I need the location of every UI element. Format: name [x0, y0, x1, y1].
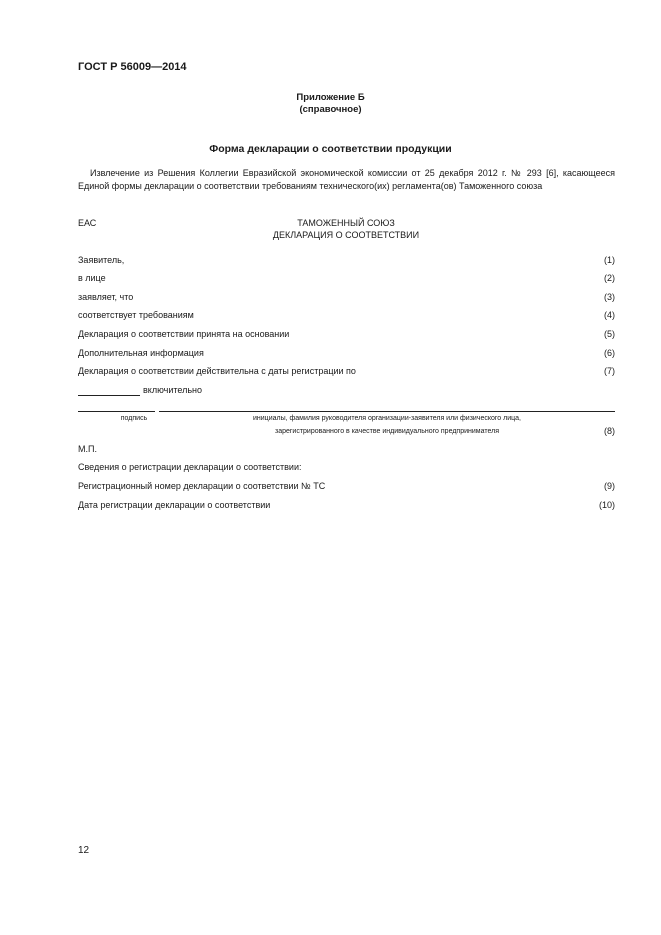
- declaration-heading: ДЕКЛАРАЦИЯ О СООТВЕТСТВИИ: [272, 230, 420, 240]
- form-row-7: [78, 366, 615, 376]
- stamp-place: М.П.: [78, 444, 97, 454]
- row-label: соответствует требованиям: [78, 310, 194, 320]
- form-row-5: [78, 329, 615, 339]
- form-row-6: [78, 348, 615, 358]
- row-number: (4): [604, 310, 615, 320]
- row-number: (9): [604, 481, 615, 491]
- form-title: Форма декларации о соответствии продукции: [209, 143, 452, 155]
- appendix-title: Приложение Б: [296, 92, 365, 103]
- customs-union-heading: ТАМОЖЕННЫЙ СОЮЗ: [297, 218, 395, 228]
- registration-row-1: [78, 481, 615, 491]
- row-label: Заявитель,: [78, 255, 125, 265]
- document-header: ГОСТ Р 56009—2014: [78, 61, 187, 73]
- row-number: (5): [604, 329, 615, 339]
- appendix-subtitle: (справочное): [299, 104, 362, 115]
- form-row-1: [78, 255, 615, 265]
- row-label: Дополнительная информация: [78, 348, 204, 358]
- inclusive-label: включительно: [143, 385, 202, 395]
- row-number: (1): [604, 255, 615, 265]
- row-label: Декларация о соответствии действительна с даты регистрации по: [78, 366, 356, 376]
- row-label: заявляет, что: [78, 292, 134, 302]
- signature-caption: подпись: [120, 415, 148, 422]
- initials-caption-line2: зарегистрированного в качестве индивидуального предпринимателя: [274, 428, 499, 435]
- eac-mark: ЕАС: [78, 218, 97, 228]
- name-line: [159, 411, 615, 412]
- form-row-3: [78, 292, 615, 302]
- row-number: (2): [604, 273, 615, 283]
- form-row-4: [78, 310, 615, 320]
- row-label: Дата регистрации декларации о соответствии: [78, 500, 271, 510]
- validity-date-line: [78, 395, 140, 396]
- registration-info-heading: Сведения о регистрации декларации о соответствии:: [78, 462, 302, 472]
- signature-line: [78, 411, 155, 412]
- row-label: Регистрационный номер декларации о соответствии № ТС: [78, 481, 326, 491]
- row-number: (6): [604, 348, 615, 358]
- row-number: (10): [598, 500, 615, 510]
- row-label: в лице: [78, 273, 106, 283]
- registration-row-2: [78, 500, 615, 510]
- signature-row-number: (8): [604, 426, 615, 436]
- row-number: (3): [604, 292, 615, 302]
- initials-caption-line1: инициалы, фамилия руководителя организации-заявителя или физического лица,: [253, 415, 521, 422]
- row-number: (7): [604, 366, 615, 376]
- row-label: Декларация о соответствии принята на основании: [78, 329, 290, 339]
- page-number: 12: [78, 845, 90, 856]
- intro-paragraph: Извлечение из Решения Коллегии Евразийской экономической комиссии от 25 декабря 2012 г. № 293 [6], касающееся Единой формы декларации о соответствии требованиям технического(их) регламента(ов) Таможенного союза: [78, 168, 615, 191]
- form-row-2: [78, 273, 615, 283]
